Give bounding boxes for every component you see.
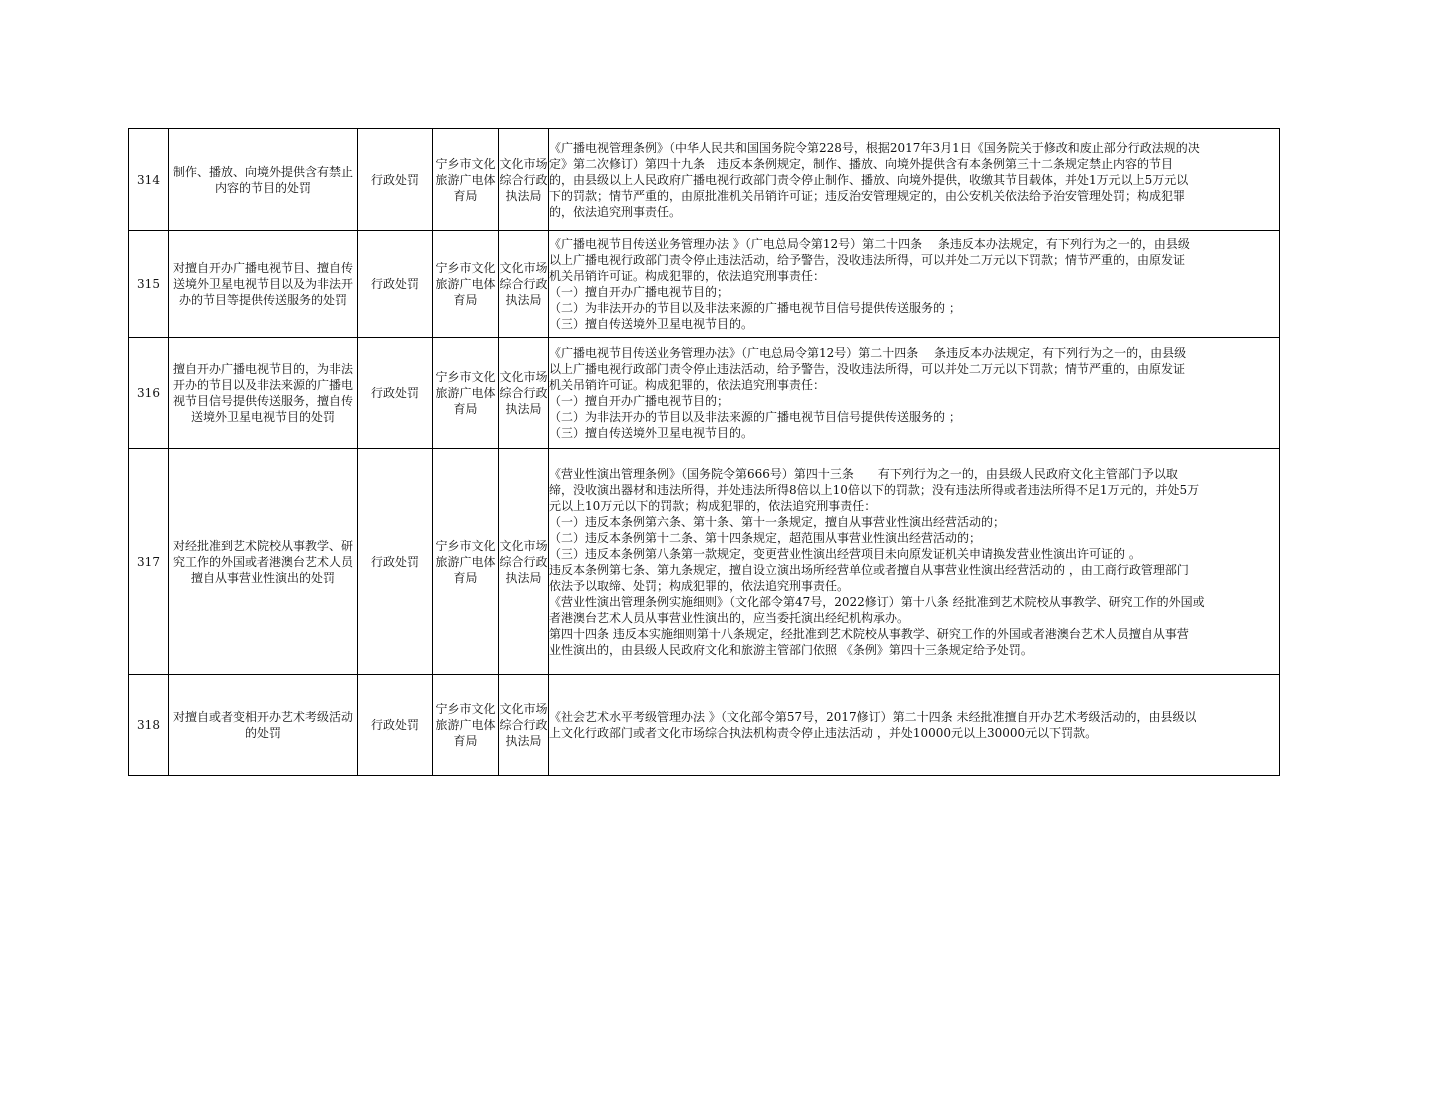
executing-agency: 文化市场综合行政执法局: [499, 338, 549, 449]
item-type: 行政处罚: [358, 129, 433, 231]
executing-agency: 文化市场综合行政执法局: [499, 449, 549, 675]
legal-basis-line: （三）违反本条例第八条第一款规定，变更营业性演出经营项目未向原发证机关申请换发营业性演出许可证的 。: [549, 546, 1141, 561]
legal-basis-line: 《广播电视节目传送业务管理办法 》（广电总局令第12号）第二十四条 条违反本办法规定，有下列行为之一的，由县级: [549, 237, 1190, 251]
table-row: [129, 338, 1280, 449]
legal-basis-line: 依法予以取缔、处罚；构成犯罪的，依法追究刑事责任。: [549, 578, 850, 593]
legal-basis: [549, 675, 1280, 776]
legal-basis-line: 定》第二次修订）第四十九条 违反本条例规定，制作、播放、向境外提供含有本条例第三十二条规定禁止内容的节目: [549, 156, 1174, 171]
item-name: 对擅自开办广播电视节目、擅自传送境外卫星电视节目以及为非法开办的节目等提供传送服务的处罚: [169, 231, 358, 338]
legal-basis: [549, 449, 1280, 675]
legal-basis-line: 《营业性演出管理条例实施细则》（文化部令第47号，2022修订）第十八条 经批准到艺术院校从事教学、研究工作的外国或: [549, 594, 1205, 609]
responsible-department: 宁乡市文化旅游广电体育局: [433, 231, 499, 338]
legal-basis-line: （一）擅自开办广播电视节目的；: [549, 285, 730, 299]
penalty-table: [128, 128, 1280, 776]
legal-basis: [549, 129, 1280, 231]
legal-basis-line: 缔，没收演出器材和违法所得，并处违法所得8倍以上10倍以下的罚款；没有违法所得或者违法所得不足1万元的，并处5万: [549, 482, 1200, 497]
row-number: 316: [129, 338, 169, 449]
table-body: [129, 129, 1280, 776]
legal-basis-line: 《社会艺术水平考级管理办法 》（文化部令第57号，2017修订）第二十四条 未经批准擅自开办艺术考级活动的，由县级以: [549, 710, 1197, 724]
executing-agency: 文化市场综合行政执法局: [499, 129, 549, 231]
responsible-department: 宁乡市文化旅游广电体育局: [433, 129, 499, 231]
item-type: 行政处罚: [358, 338, 433, 449]
legal-basis-line: 违反本条例第七条、第九条规定，擅自设立演出场所经营单位或者擅自从事营业性演出经营活动的 ，由工商行政管理部门: [549, 562, 1189, 577]
legal-basis-line: 以上广播电视行政部门责令停止违法活动，给予警告，没收违法所得，可以并处二万元以下罚款；情节严重的，由原发证: [549, 362, 1186, 376]
legal-basis-line: 《广播电视节目传送业务管理办法》（广电总局令第12号）第二十四条 条违反本办法规定，有下列行为之一的，由县级: [549, 346, 1187, 360]
legal-basis-line: （一）违反本条例第六条、第十条、第十一条规定，擅自从事营业性演出经营活动的；: [549, 514, 1006, 529]
row-number: 318: [129, 675, 169, 776]
item-type: 行政处罚: [358, 449, 433, 675]
legal-basis-line: 第四十四条 违反本实施细则第十八条规定，经批准到艺术院校从事教学、研究工作的外国或者港澳台艺术人员擅自从事营: [549, 626, 1189, 641]
legal-basis-line: 的，由县级以上人民政府广播电视行政部门责令停止制作、播放、向境外提供，收缴其节目载体，并处1万元以上5万元以: [549, 172, 1189, 187]
legal-basis-line: （一）擅自开办广播电视节目的；: [549, 394, 730, 408]
row-number: 314: [129, 129, 169, 231]
legal-basis-line: 元以上10万元以下的罚款；构成犯罪的，依法追究刑事责任：: [549, 498, 877, 513]
legal-basis-line: 《营业性演出管理条例》（国务院令第666号）第四十三条 有下列行为之一的，由县级人民政府文化主管部门予以取: [549, 466, 1178, 481]
responsible-department: 宁乡市文化旅游广电体育局: [433, 338, 499, 449]
legal-basis-line: 业性演出的，由县级人民政府文化和旅游主管部门依照 《条例》第四十三条规定给予处罚。: [549, 642, 1033, 657]
legal-basis-line: （二）为非法开办的节目以及非法来源的广播电视节目信号提供传送服务的 ；: [549, 301, 961, 315]
table-row: [129, 129, 1280, 231]
legal-basis-line: 的，依法追究刑事责任。: [549, 204, 682, 219]
legal-basis-line: 以上广播电视行政部门责令停止违法活动，给予警告，没收违法所得，可以并处二万元以下罚款；情节严重的，由原发证: [549, 253, 1186, 267]
item-name: 擅自开办广播电视节目的，为非法开办的节目以及非法来源的广播电视节目信号提供传送服务，擅自传送境外卫星电视节目的处罚: [169, 338, 358, 449]
legal-basis-line: （三）擅自传送境外卫星电视节目的。: [549, 426, 754, 440]
legal-basis-line: 者港澳台艺术人员从事营业性演出的，应当委托演出经纪机构承办。: [549, 610, 910, 625]
legal-basis-line: 机关吊销许可证。构成犯罪的，依法追究刑事责任：: [549, 378, 826, 392]
legal-basis-line: （二）为非法开办的节目以及非法来源的广播电视节目信号提供传送服务的 ；: [549, 410, 961, 424]
executing-agency: 文化市场综合行政执法局: [499, 231, 549, 338]
legal-basis-line: 机关吊销许可证。构成犯罪的，依法追究刑事责任：: [549, 269, 826, 283]
table-row: [129, 449, 1280, 675]
legal-basis-line: 上文化行政部门或者文化市场综合执法机构责令停止违法活动 ，并处10000元以上30000元以下罚款。: [549, 726, 1098, 740]
row-number: 317: [129, 449, 169, 675]
executing-agency: 文化市场综合行政执法局: [499, 675, 549, 776]
row-number: 315: [129, 231, 169, 338]
table-row: [129, 675, 1280, 776]
responsible-department: 宁乡市文化旅游广电体育局: [433, 675, 499, 776]
item-name: 对擅自或者变相开办艺术考级活动的处罚: [169, 675, 358, 776]
responsible-department: 宁乡市文化旅游广电体育局: [433, 449, 499, 675]
item-name: 制作、播放、向境外提供含有禁止内容的节目的处罚: [169, 129, 358, 231]
legal-basis-line: 《广播电视管理条例》（中华人民共和国国务院令第228号，根据2017年3月1日《国务院关于修改和废止部分行政法规的决: [549, 140, 1200, 155]
legal-basis-line: 下的罚款；情节严重的，由原批准机关吊销许可证；违反治安管理规定的，由公安机关依法给予治安管理处罚；构成犯罪: [549, 188, 1186, 203]
item-type: 行政处罚: [358, 675, 433, 776]
item-type: 行政处罚: [358, 231, 433, 338]
legal-basis: [549, 231, 1280, 338]
legal-basis-line: （三）擅自传送境外卫星电视节目的。: [549, 317, 754, 331]
legal-basis-line: （二）违反本条例第十二条、第十四条规定，超范围从事营业性演出经营活动的；: [549, 530, 982, 545]
item-name: 对经批准到艺术院校从事教学、研究工作的外国或者港澳台艺术人员擅自从事营业性演出的处罚: [169, 449, 358, 675]
table-row: [129, 231, 1280, 338]
legal-basis: [549, 338, 1280, 449]
